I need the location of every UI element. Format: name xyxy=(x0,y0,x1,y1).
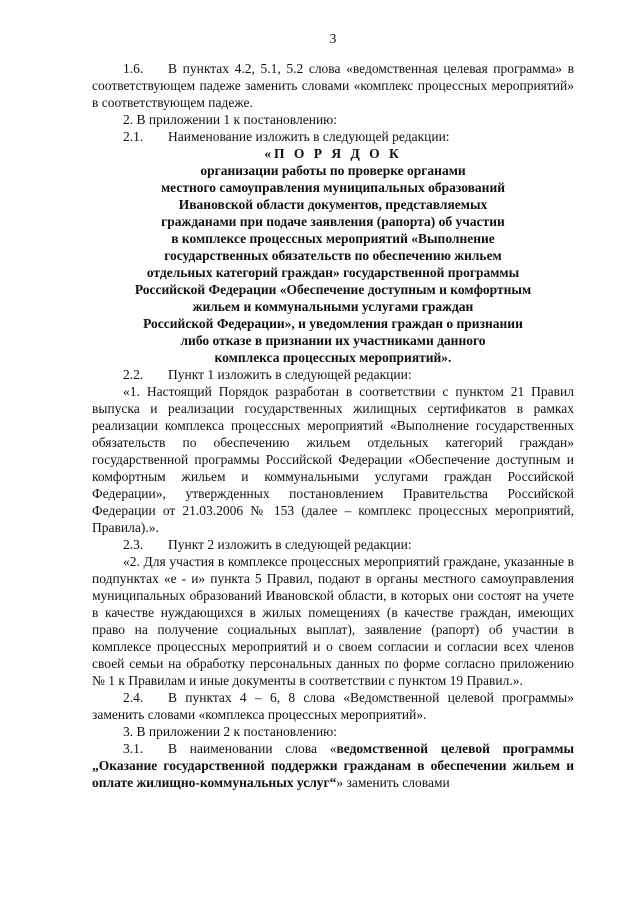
title-line: отдельных категорий граждан» государственной программы xyxy=(146,265,520,280)
title-heading: «П О Р Я Д О К xyxy=(264,146,402,161)
title-line: жильем и коммунальными услугами граждан xyxy=(192,299,474,314)
paragraph-3-1 xyxy=(92,740,574,791)
paragraph-number: 1.6. xyxy=(123,61,144,76)
quoted-paragraph-1: «1. Настоящий Порядок разработан в соответствии с пунктом 21 Правил выпуска и реализации государственных жилищных сертификатов в рамках реализации комплекса процессных мероприятий «Выполнение государственных обязательств по обеспечению жильем отдельных категорий граждан» государственной программы Российской Федерации «Обеспечение доступным и комфортным жильем и коммунальными услугами граждан Российской Федерации», утвержденных постановлением Правительства Российской Федерации от 21.03.2006 № 153 (далее – комплекс процессных мероприятий, Правила).». xyxy=(92,384,574,535)
paragraph-number: 3.1. xyxy=(123,741,144,756)
title-line: государственных обязательств по обеспечению жильем xyxy=(164,248,502,263)
title-line: организации работы по проверке органами xyxy=(200,163,466,178)
paragraph-number: 2.4. xyxy=(123,690,144,705)
paragraph-2-2 xyxy=(92,366,574,383)
paragraph-text-end: » заменить словами xyxy=(336,775,450,790)
page-number: 3 xyxy=(329,31,337,46)
paragraph-2: 2. В приложении 1 к постановлению: xyxy=(123,112,338,127)
paragraph-2-4 xyxy=(92,689,574,723)
title-line: Российской Федерации «Обеспечение доступным и комфортным xyxy=(134,282,532,297)
paragraph-3: 3. В приложении 2 к постановлению: xyxy=(123,724,338,739)
title-line: Российской Федерации», и уведомления граждан о признании xyxy=(143,316,523,331)
title-line: Ивановской области документов, представляемых xyxy=(178,197,488,212)
paragraph-text: Пункт 1 изложить в следующей редакции: xyxy=(168,367,412,382)
title-line: местного самоуправления муниципальных образований xyxy=(160,180,506,195)
quoted-paragraph-2: «2. Для участия в комплексе процессных мероприятий граждане, указанные в подпунктах «е - и» пункта 5 Правил, подают в органы местного самоуправления муниципальных образований Ивановской области, в которых они состоят на учете в качестве нуждающихся в жилых помещениях (в качестве граждан, имеющих право на получение социальных выплат), заявление (рапорт) об участии в комплексе процессных мероприятий и о своем согласии и согласии всех членов своей семьи на обработку персональных данных по форме согласно приложению № 1 к Правилам и иные документы в соответствии с пунктом 19 Правил.». xyxy=(92,554,574,688)
paragraph-2-3 xyxy=(92,536,574,553)
document-title-block xyxy=(92,145,574,366)
title-line: гражданами при подаче заявления (рапорта) об участии xyxy=(161,214,505,229)
title-line: в комплексе процессных мероприятий «Выполнение xyxy=(171,231,495,246)
title-line: либо отказе в признании их участниками данного xyxy=(180,333,486,348)
paragraph-text: Наименование изложить в следующей редакции: xyxy=(168,129,450,144)
paragraph-text: В пунктах 4 – 6, 8 слова «Ведомственной целевой программы» заменить словами «комплекса процессных мероприятий». xyxy=(92,690,574,722)
title-line: комплекса процессных мероприятий». xyxy=(214,350,452,365)
paragraph-text-bold: ведомственной целевой программы „Оказание государственной поддержки гражданам в обеспечении жильем и оплате жилищно-коммунальных услуг“ xyxy=(92,741,574,790)
paragraph-1-6 xyxy=(92,60,574,111)
paragraph-text-start: В наименовании слова « xyxy=(168,741,337,756)
paragraph-number: 2.3. xyxy=(123,537,144,552)
paragraph-text: В пунктах 4.2, 5.1, 5.2 слова «ведомственная целевая программа» в соответствующем падеже заменить словами «комплекс процессных мероприятий» в соответствующем падеже. xyxy=(92,61,574,110)
paragraph-number: 2.2. xyxy=(123,367,144,382)
paragraph-text: Пункт 2 изложить в следующей редакции: xyxy=(168,537,412,552)
paragraph-number: 2.1. xyxy=(123,129,144,144)
paragraph-2-1 xyxy=(92,128,574,145)
